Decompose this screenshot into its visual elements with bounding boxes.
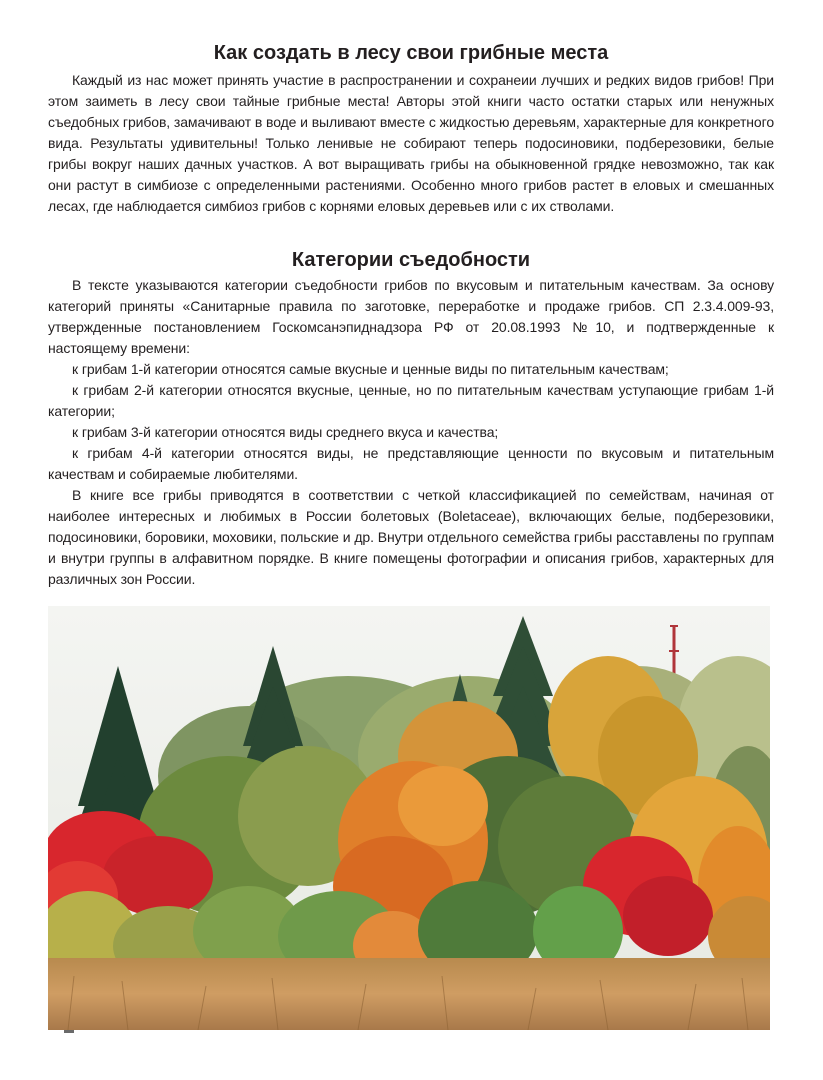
meadow [48,958,770,1030]
section-edibility-categories [48,247,774,590]
page-content [48,40,774,590]
category-item-3: к грибам 3-й категории относятся виды среднего вкуса и качества; [72,424,499,440]
category-item-2: к грибам 2-й категории относятся вкусные, ценные, но по питательным качествам уступающие грибам 1-й категории; [48,382,774,419]
autumn-forest-photo [48,606,770,1030]
section-title-mushroom-places: Как создать в лесу свои грибные места [213,42,609,64]
autumn-forest-illustration [48,606,770,1030]
category-item-1: к грибам 1-й категории относятся самые вкусные и ценные виды по питательным качествам; [72,361,669,377]
category-item-4: к грибам 4-й категории относятся виды, не представляющие ценности по вкусовым и питательным качествам и собираемые любителями. [48,445,774,482]
paragraph-mushroom-places: Каждый из нас может принять участие в распространении и сохранеии лучших и редких видов грибов! При этом заиметь в лесу свои тайные грибные места! Авторы этой книги часто остатки старых или ненужных съедобных грибов, замачивают в воде и выливают вместе с жидкостью деревьям, характерные для конкретного вида. Результаты удивительны! Только ленивые не собирают теперь подосиновики, подберезовики, белые грибы вокруг наших дачных участков. А вот выращивать грибы на обыкновенной грядке невозможно, так как они растут в симбиозе с определенными растениями. Особенно много грибов растет в еловых и смешанных лесах, где наблюдается симбиоз грибов с корнями еловых деревьев или с их стволами. [48,72,774,214]
paragraph-classification: В книге все грибы приводятся в соответствии с четкой классификацией по семействам, начиная от наиболее интересных и любимых в России болетовых (Boletaceae), включающих белые, подберезовики, подосиновики, боровики, моховики, польские и др. Внутри отдельного семейства грибы расставлены по группам и внутри группы в алфавитном порядке. В книге помещены фотографии и описания грибов, характерных для различных зон России. [48,487,774,587]
paragraph-edibility-intro: В тексте указываются категории съедобности грибов по вкусовым и питательным качествам. За основу категорий приняты «Санитарные правила по заготовке, переработке и продаже грибов. СП 2.3.4.009-93, утвержденные постановлением Госкомсанэпиднадзора РФ от 20.08.1993 №10, и подтвержденные к настоящему времени: [48,277,774,356]
page-corner-mark [64,1030,74,1033]
section-mushroom-places [48,40,774,217]
section-title-edibility-categories: Категории съедобности [291,249,531,271]
